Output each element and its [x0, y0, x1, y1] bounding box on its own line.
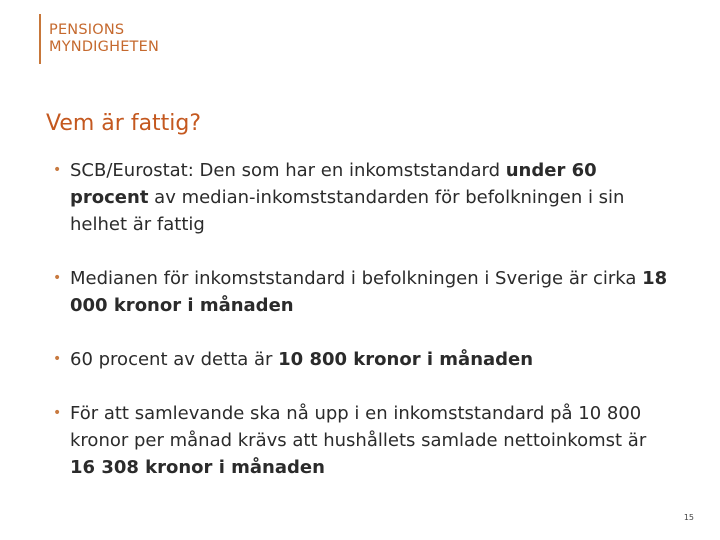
bullet-dot-icon: •: [53, 351, 62, 367]
bullet-item-3: [48, 346, 668, 373]
bullet-3-text: 60 procent av detta är: [70, 349, 279, 370]
bullet-item-2: [48, 265, 668, 319]
bullet-4-bold: 16 308 kronor i månaden: [70, 457, 325, 478]
slide-title: Vem är fattig?: [46, 111, 202, 136]
pensionsmyndigheten-logo: [39, 14, 159, 64]
bullet-1-text-end: av median-inkomststandarden för befolkningen i sin helhet är fattig: [70, 187, 625, 235]
bullet-3-bold: 10 800 kronor i månaden: [278, 349, 534, 370]
page-number: 15: [683, 513, 694, 522]
bullet-item-4: [48, 400, 668, 481]
bullet-list: [48, 157, 668, 481]
bullet-2-bold: 18 000 kronor i månaden: [70, 268, 668, 316]
bullet-4-text: För att samlevande ska nå upp i en inkomststandard på 10 800 kronor per månad krävs att hushållets samlade nettoinkomst är: [70, 403, 647, 451]
bullet-1-text-start: SCB/Eurostat: Den som har en inkomststandard: [70, 160, 506, 181]
bullet-2-text: Medianen för inkomststandard i befolkningen i Sverige är cirka: [70, 268, 643, 289]
bullet-item-1: [48, 157, 668, 238]
logo-line-1: PENSIONS: [49, 22, 125, 38]
logo-line-2: MYNDIGHETEN: [49, 39, 160, 55]
bullet-dot-icon: •: [53, 162, 62, 178]
bullet-1-bold: under 60 procent: [70, 160, 597, 208]
bullet-dot-icon: •: [53, 270, 62, 286]
bullet-dot-icon: •: [53, 405, 62, 421]
